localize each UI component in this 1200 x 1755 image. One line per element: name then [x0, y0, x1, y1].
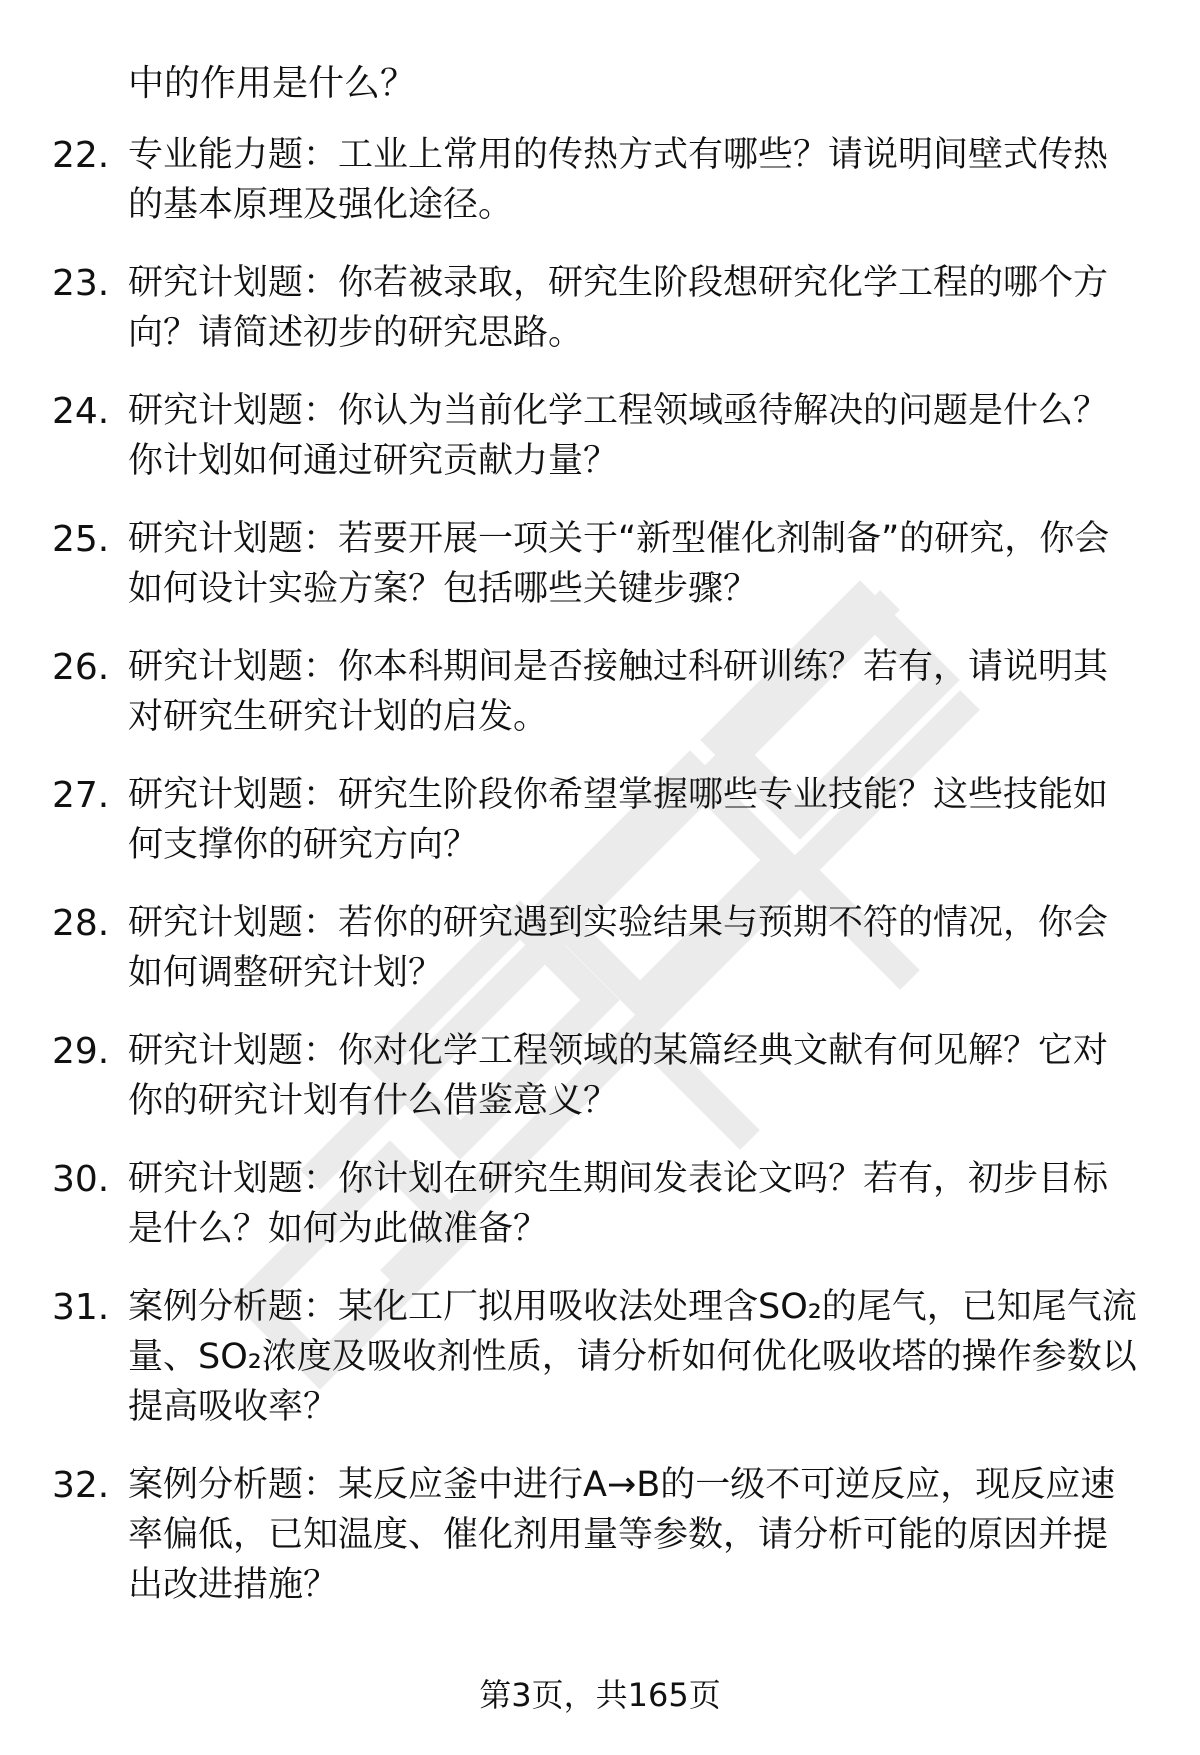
question-text: 研究计划题：你对化学工程领域的某篇经典文献有何见解？它对你的研究计划有什么借鉴意义？: [128, 1031, 1109, 1121]
question-item: [52, 130, 1142, 230]
question-item: [52, 770, 1142, 870]
question-text: 研究计划题：你本科期间是否接触过科研训练？若有，请说明其对研究生研究计划的启发。: [128, 647, 1109, 737]
question-text: 案例分析题：某反应釜中进行A→B的一级不可逆反应，现反应速率偏低，已知温度、催化剂用量等参数，请分析可能的原因并提出改进措施？: [128, 1465, 1116, 1605]
question-item: [52, 1460, 1142, 1610]
question-item: [52, 1154, 1142, 1254]
question-text: 研究计划题：若要开展一项关于“新型催化剂制备”的研究，你会如何设计实验方案？包括哪些关键步骤？: [128, 519, 1110, 609]
question-number: 28.: [52, 903, 110, 944]
question-item: [52, 898, 1142, 998]
question-text: 研究计划题：若你的研究遇到实验结果与预期不符的情况，你会如何调整研究计划？: [128, 903, 1109, 993]
question-text: 研究计划题：你若被录取，研究生阶段想研究化学工程的哪个方向？请简述初步的研究思路。: [128, 263, 1109, 353]
question-item: [52, 514, 1142, 614]
question-item: [52, 258, 1142, 358]
question-text: 专业能力题：工业上常用的传热方式有哪些？请说明间壁式传热的基本原理及强化途径。: [128, 135, 1109, 225]
question-number: 22.: [52, 135, 110, 176]
continued-question-text: 中的作用是什么？: [128, 63, 417, 104]
question-text: 研究计划题：你计划在研究生期间发表论文吗？若有，初步目标是什么？如何为此做准备？: [128, 1159, 1109, 1249]
question-item: [52, 642, 1142, 742]
page-number-footer: 第3页，共165页: [479, 1676, 721, 1714]
question-text: 案例分析题：某化工厂拟用吸收法处理含SO₂的尾气，已知尾气流量、SO₂浓度及吸收剂性质，请分析如何优化吸收塔的操作参数以提高吸收率？: [128, 1287, 1137, 1427]
question-number: 29.: [52, 1031, 110, 1072]
question-text: 研究计划题：研究生阶段你希望掌握哪些专业技能？这些技能如何支撑你的研究方向？: [128, 775, 1109, 865]
question-text: 研究计划题：你认为当前化学工程领域亟待解决的问题是什么？你计划如何通过研究贡献力量？: [128, 391, 1109, 481]
question-item: [52, 1026, 1142, 1126]
question-number: 27.: [52, 775, 110, 816]
question-item: [52, 386, 1142, 486]
question-number: 23.: [52, 263, 110, 304]
question-number: 26.: [52, 647, 110, 688]
question-number: 31.: [52, 1287, 110, 1328]
question-number: 25.: [52, 519, 110, 560]
question-number: 24.: [52, 391, 110, 432]
question-number: 30.: [52, 1159, 110, 1200]
question-list: [52, 130, 1142, 1638]
question-item: [52, 1282, 1142, 1432]
question-number: 32.: [52, 1465, 110, 1506]
